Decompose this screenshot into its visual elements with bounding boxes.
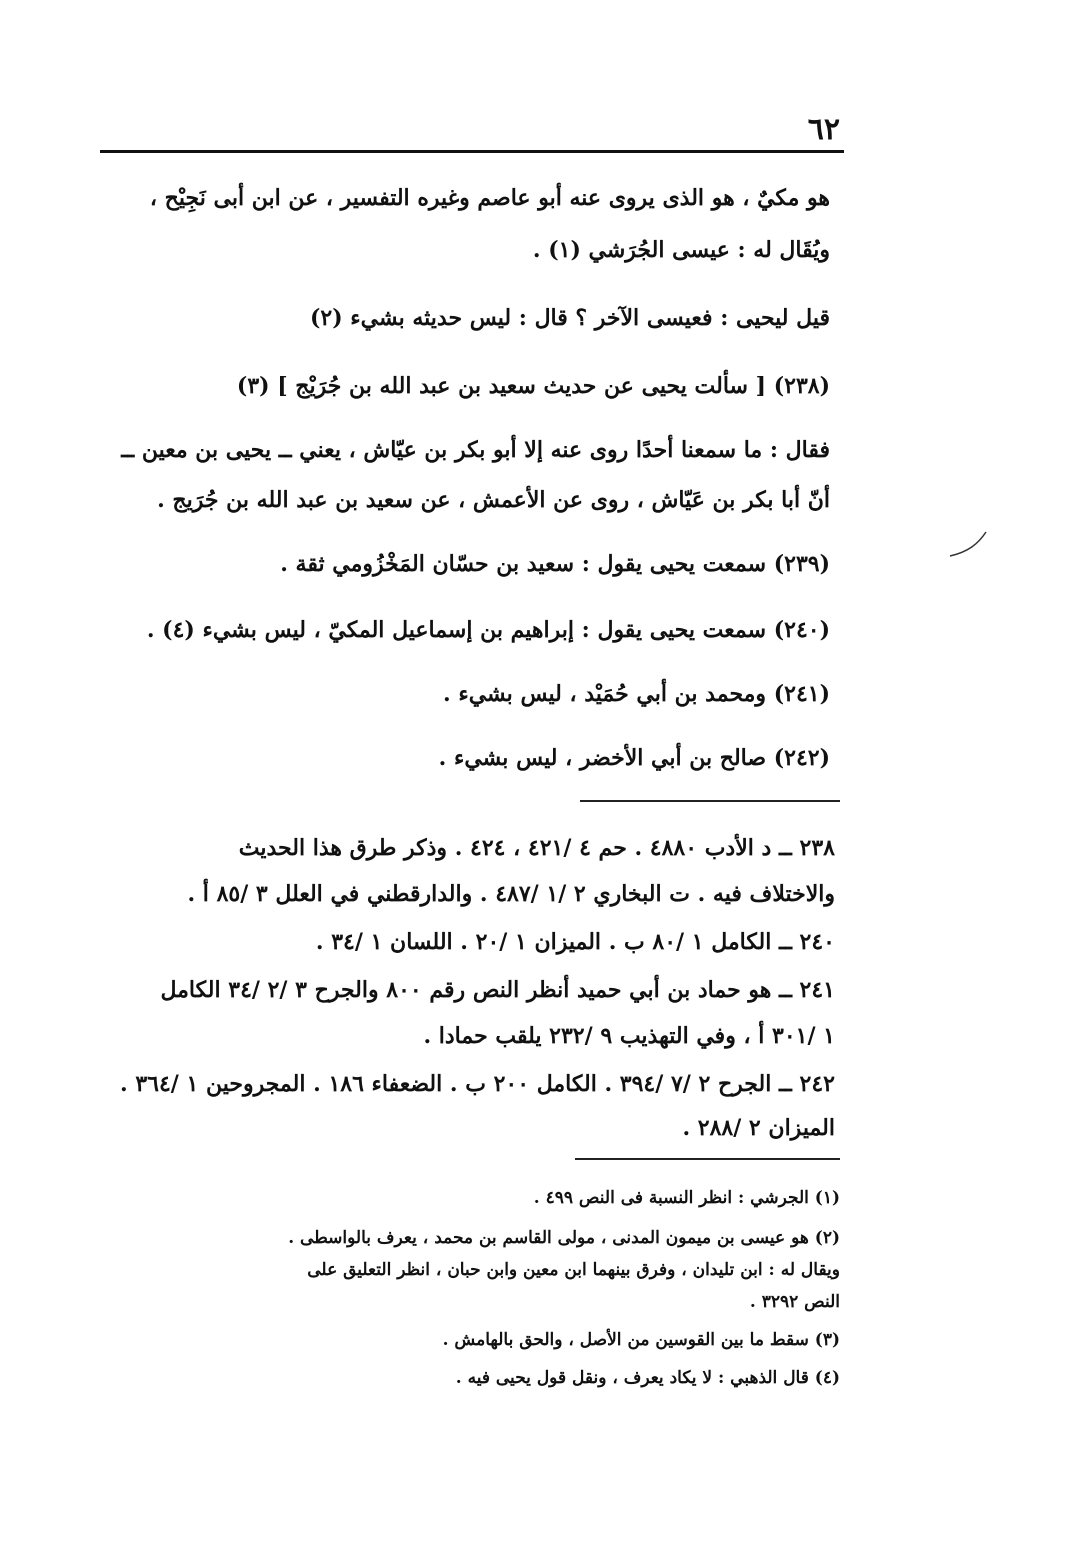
reference-line: ٢٤٠ ــ الكامل ١ /٨٠ ب . الميزان ١ /٢٠ . اللسان ١ /٣٤ . bbox=[315, 929, 835, 955]
reference-notes bbox=[100, 835, 835, 1145]
footnotes bbox=[100, 1188, 840, 1398]
section-rule bbox=[580, 800, 840, 802]
main-line: (٢٣٩) سمعت يحيى يقول : سعيد بن حسّان المَخْزُومي ثقة . bbox=[280, 551, 830, 577]
header-rule bbox=[100, 150, 844, 153]
pen-stroke-mark bbox=[948, 530, 988, 570]
reference-line: ٢٤١ ــ هو حماد بن أبي حميد أنظر النص رقم ٨٠٠ والجرح ٣ /٢ /٣٤ الكامل bbox=[160, 977, 835, 1003]
footnote-line: ويقال له : ابن تليدان ، وفرق بينهما ابن معين وابن حبان ، انظر التعليق على bbox=[307, 1260, 840, 1280]
footnote-line: (٣) سقط ما بين القوسين من الأصل ، والحق بالهامش . bbox=[442, 1330, 840, 1350]
main-line: فقال : ما سمعنا أحدًا روى عنه إلا أبو بكر بن عيّاش ، يعني ــ يحيى بن معين ــ bbox=[121, 437, 830, 463]
main-line: (٢٣٨) [ سألت يحيى عن حديث سعيد بن عبد الله بن جُرَيْج ] (٣) bbox=[236, 373, 830, 399]
main-text bbox=[100, 185, 830, 785]
main-line: قيل ليحيى : فعيسى الآخر ؟ قال : ليس حديثه بشيء (٢) bbox=[309, 305, 830, 331]
reference-line: ٢٤٢ ــ الجرح ٢ /٧ /٣٩٤ . الكامل ٢٠٠ ب . الضعفاء ١٨٦ . المجروحين ١ /٣٦٤ . bbox=[120, 1071, 835, 1097]
reference-line: والاختلاف فيه . ت البخاري ٢ /١ /٤٨٧ . والدارقطني في العلل ٣ /٨٥ أ . bbox=[187, 881, 835, 907]
footnote-line: (٢) هو عيسى بن ميمون المدنى ، مولى القاسم بن محمد ، يعرف بالواسطى . bbox=[288, 1228, 840, 1248]
reference-line: الميزان ٢ /٢٨٨ . bbox=[682, 1115, 835, 1141]
main-line: ويُقَال له : عيسى الجُرَشي (١) . bbox=[532, 237, 830, 263]
footnote-line: (١) الجرشي : انظر النسبة فى النص ٤٩٩ . bbox=[533, 1188, 840, 1208]
page-number: ٦٢ bbox=[807, 112, 840, 147]
footnote-line: النص ٣٢٩٢ . bbox=[749, 1292, 840, 1312]
footnote-rule bbox=[575, 1158, 840, 1160]
main-line: (٢٤٠) سمعت يحيى يقول : إبراهيم بن إسماعيل المكيّ ، ليس بشيء (٤) . bbox=[146, 617, 830, 643]
main-line: (٢٤٢) صالح بن أبي الأخضر ، ليس بشيء . bbox=[438, 745, 830, 771]
reference-line: ٢٣٨ ــ د الأدب ٤٨٨٠ . حم ٤ /٤٢١ ، ٤٢٤ . وذكر طرق هذا الحديث bbox=[238, 835, 835, 861]
main-line: هو مكيٌ ، هو الذى يروى عنه أبو عاصم وغيره التفسير ، عن ابن أبى نَجِيْح ، bbox=[149, 185, 830, 211]
main-line: أنّ أبا بكر بن عَيّاش ، روى عن الأعمش ، عن سعيد بن عبد الله بن جُرَيج . bbox=[157, 487, 830, 513]
footnote-line: (٤) قال الذهبي : لا يكاد يعرف ، ونقل قول يحيى فيه . bbox=[455, 1368, 840, 1388]
main-line: (٢٤١) ومحمد بن أبي حُمَيْد ، ليس بشيء . bbox=[443, 681, 830, 707]
reference-line: ١ /٣٠١ أ ، وفي التهذيب ٩ /٢٣٢ يلقب حمادا . bbox=[423, 1023, 835, 1049]
